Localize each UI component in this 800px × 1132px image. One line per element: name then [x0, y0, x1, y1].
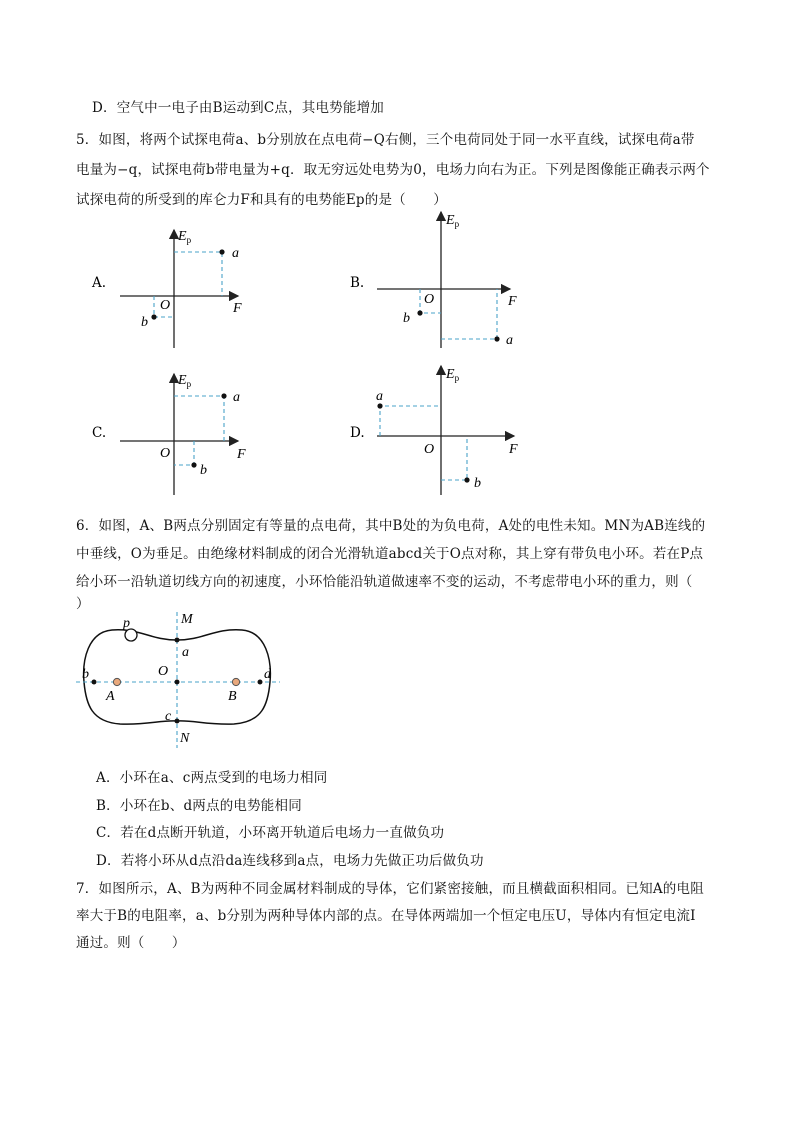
- q7-stem-line3: 通过。则（ ）: [76, 935, 186, 951]
- svg-text:F: F: [237, 447, 246, 462]
- option-a-label: A.: [92, 275, 107, 291]
- svg-text:F: F: [233, 301, 242, 316]
- charge-b: [232, 678, 239, 685]
- svg-text:b: b: [403, 311, 410, 326]
- svg-text:F: F: [509, 442, 518, 457]
- q6-stem-line3: 给小环一沿轨道切线方向的初速度，小环恰能沿轨道做速率不变的运动，不考虑带电小环的重力，则（: [76, 574, 693, 590]
- svg-text:Ep: $E_p$: [446, 213, 460, 229]
- svg-text:O: O: [158, 664, 169, 679]
- q6-option-c: C．若在d点断开轨道，小环离开轨道后电场力一直做负功: [96, 825, 445, 841]
- charge-a: [113, 678, 120, 685]
- svg-text:a: a: [506, 333, 513, 348]
- svg-text:b: b: [474, 476, 481, 491]
- option-b-label: B.: [350, 275, 365, 291]
- svg-text:F: F: [508, 294, 517, 309]
- svg-text:c: c: [165, 709, 172, 724]
- svg-text:a: a: [232, 246, 239, 261]
- svg-text:a: a: [182, 645, 189, 660]
- svg-text:B: B: [228, 689, 237, 704]
- svg-text:A: A: [106, 689, 115, 704]
- option-d-label: D.: [350, 425, 365, 441]
- svg-text:O: O: [160, 446, 171, 461]
- svg-text:b: b: [82, 667, 89, 682]
- q6-option-a: A．小环在a、c两点受到的电场力相同: [96, 770, 328, 786]
- q4-option-d: D．空气中一电子由B运动到C点，其电势能增加: [92, 100, 384, 116]
- y-axis-label: $E_p$: [178, 229, 192, 245]
- option-c-label: C.: [92, 425, 107, 441]
- q7-stem-line2: 率大于B的电阻率，a、b分别为两种导体内部的点。在导体两端加一个恒定电压U，导体内有恒定电流I: [76, 908, 696, 924]
- svg-text:p: p: [123, 616, 130, 631]
- q5-stem-line2: 电量为−q，试探电荷b带电量为+q．取无穷远处电势为0，电场力向右为正。下列是图像能正确表示两个: [76, 162, 710, 178]
- svg-text:a: a: [233, 390, 240, 405]
- q5-stem-line1: 5．如图，将两个试探电荷a、b分别放在点电荷−Q右侧，三个电荷同处于同一水平直线，试探电荷a带: [76, 132, 695, 148]
- svg-text:M: M: [181, 612, 193, 627]
- svg-text:b: b: [200, 463, 207, 478]
- svg-text:a: a: [376, 389, 383, 404]
- q6-stem-line1: 6．如图，A、B两点分别固定有等量的点电荷，其中B处的为负电荷，A处的电性未知。MN为AB连线的: [76, 518, 706, 534]
- svg-text:b: b: [141, 315, 148, 330]
- q6-stem-line2: 中垂线，O为垂足。由绝缘材料制成的闭合光滑轨道abcd关于O点对称，其上穿有带负电小环。若在P点: [76, 546, 704, 562]
- q6-option-b: B．小环在b、d两点的电势能相同: [96, 798, 302, 814]
- q5-stem-line3: 试探电荷的所受到的库仑力F和具有的电势能Ep的是（ ）: [76, 192, 447, 208]
- q7-stem-line1: 7．如图所示，A、B为两种不同金属材料制成的导体，它们紧密接触，而且横截面积相同。已知A的电阻: [76, 881, 704, 897]
- q6-option-d: D．若将小环从d点沿da连线移到a点，电场力先做正功后做负功: [96, 853, 484, 869]
- svg-text:d: d: [264, 667, 271, 682]
- svg-text:O: O: [160, 298, 171, 313]
- svg-text:Ep: $E_p$: [446, 367, 460, 383]
- svg-text:Ep: $E_p$: [178, 373, 192, 389]
- svg-text:N: N: [180, 731, 190, 746]
- q6-stem-line4: ）: [76, 596, 90, 612]
- svg-text:O: O: [424, 292, 435, 307]
- svg-text:O: O: [424, 442, 435, 457]
